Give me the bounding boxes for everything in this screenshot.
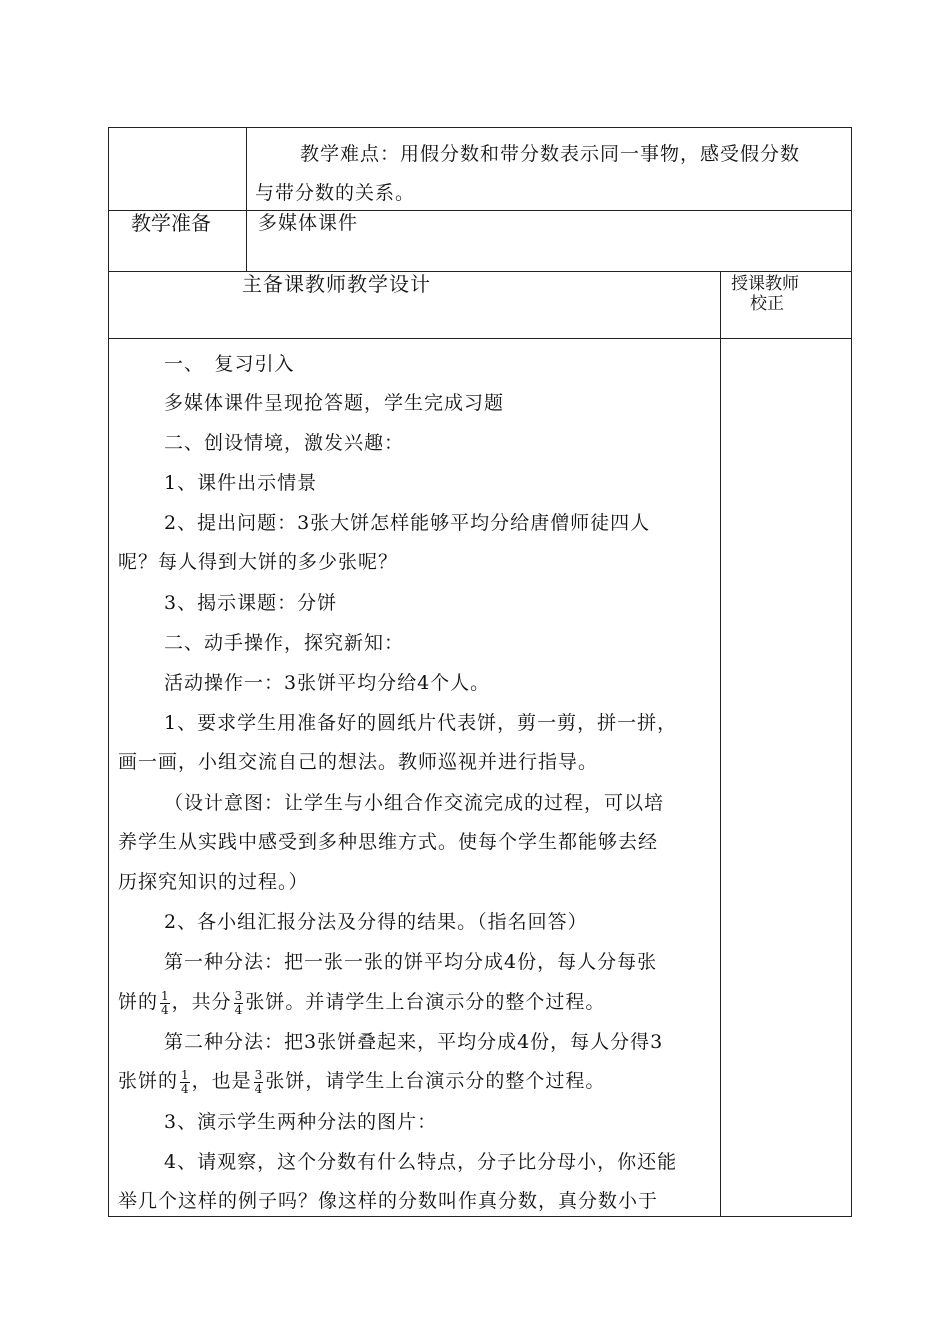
border-row3-bottom	[108, 338, 852, 339]
body-line-17-part-c: 张饼。并请学生上台演示分的整个过程。	[245, 991, 606, 1013]
border-row1-bottom	[108, 210, 852, 211]
body-line-4: 1、课件出示情景	[164, 472, 318, 494]
body-line-17-part-b: ，共分	[171, 991, 232, 1013]
fraction-denominator: 4	[234, 1002, 243, 1017]
border-side-col	[720, 271, 721, 1217]
prep-label: 教学准备	[131, 211, 211, 235]
body-line-20: 3、演示学生两种分法的图片：	[164, 1111, 438, 1133]
body-line-6: 呢？每人得到大饼的多少张呢？	[118, 551, 399, 573]
body-line-15: 2、各小组汇报分法及分得的结果。（指名回答）	[164, 911, 588, 933]
body-line-22: 举几个这样的例子吗？像这样的分数叫作真分数，真分数小于	[118, 1190, 659, 1212]
body-line-11: 画一画，小组交流自己的想法。教师巡视并进行指导。	[118, 751, 599, 773]
body-line-21: 4、请观察，这个分数有什么特点，分子比分母小，你还能	[164, 1151, 678, 1173]
fraction-three-quarters	[234, 990, 244, 1017]
body-line-10: 1、要求学生用准备好的圆纸片代表饼，剪一剪，拼一拼，	[164, 712, 678, 734]
fraction-numerator: 1	[161, 988, 169, 1003]
fraction-numerator: 3	[254, 1067, 263, 1082]
border-bottom	[108, 1216, 852, 1217]
body-line-14: 历探究知识的过程。）	[118, 871, 309, 893]
fraction-denominator: 4	[161, 1002, 169, 1017]
body-line-9: 活动操作一：3张饼平均分给4个人。	[164, 672, 491, 694]
fraction-one-quarter	[160, 990, 170, 1017]
border-right	[851, 127, 852, 1217]
body-line-19	[118, 1064, 605, 1098]
body-line-3: 二、创设情境，激发兴趣：	[164, 432, 405, 454]
body-line-12: （设计意图：让学生与小组合作交流完成的过程，可以培	[164, 792, 665, 814]
body-line-16: 第一种分法：把一张一张的饼平均分成4份，每人分每张	[164, 951, 658, 973]
body-line-13: 养学生从实践中感受到多种思维方式。使每个学生都能够去经	[118, 831, 659, 853]
teacher-correction-label-1: 授课教师	[731, 274, 799, 294]
teacher-correction-label-2: 校正	[750, 294, 784, 314]
design-header: 主备课教师教学设计	[242, 272, 431, 296]
prep-value: 多媒体课件	[258, 212, 359, 234]
fraction-one-quarter	[180, 1069, 190, 1096]
body-line-19-part-b: ，也是	[191, 1070, 252, 1092]
border-label-col	[246, 127, 247, 272]
border-left	[108, 127, 109, 1217]
body-line-19-part-c: 张饼，请学生上台演示分的整个过程。	[265, 1070, 606, 1092]
fraction-numerator: 1	[181, 1067, 189, 1082]
body-line-1: 一、 复习引入	[164, 353, 295, 375]
body-line-19-part-a: 张饼的	[118, 1070, 179, 1092]
difficulty-text-line2: 与带分数的关系。	[255, 182, 416, 204]
fraction-three-quarters	[254, 1069, 264, 1096]
fraction-denominator: 4	[254, 1081, 263, 1096]
body-line-18: 第二种分法：把3张饼叠起来，平均分成4份，每人分得3	[164, 1031, 664, 1053]
fraction-numerator: 3	[234, 988, 243, 1003]
body-line-5: 2、提出问题：3张大饼怎样能够平均分给唐僧师徒四人	[164, 512, 651, 534]
border-top	[108, 127, 852, 128]
body-line-2: 多媒体课件呈现抢答题，学生完成习题	[164, 392, 505, 414]
fraction-denominator: 4	[181, 1081, 189, 1096]
body-line-7: 3、揭示课题：分饼	[164, 592, 338, 614]
difficulty-text-line1: 教学难点：用假分数和带分数表示同一事物，感受假分数	[300, 143, 801, 165]
body-line-17-part-a: 饼的	[118, 991, 159, 1013]
body-line-8: 二、动手操作，探究新知：	[164, 632, 405, 654]
body-line-17	[118, 985, 605, 1019]
